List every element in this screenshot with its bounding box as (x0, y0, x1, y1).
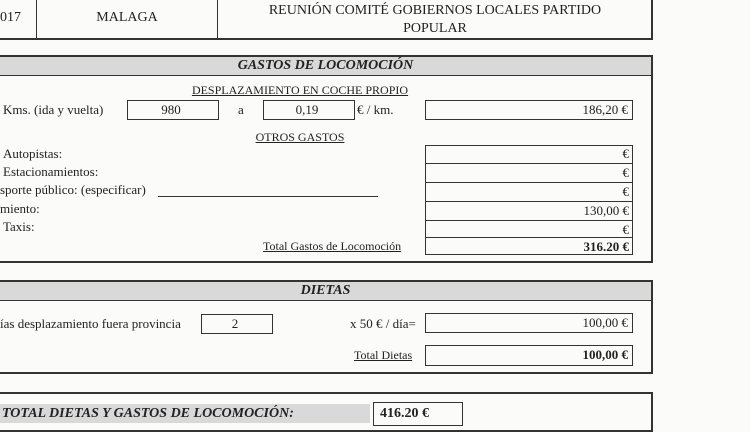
header-event: REUNIÓN COMITÉ GOBIERNOS LOCALES PARTIDO POPULAR (268, 3, 602, 36)
coche-title: DESPLAZAMIENTO EN COCHE PROPIO (191, 83, 409, 97)
dietas-rate-label: x 50 € / día= (350, 316, 416, 331)
dias-label: ías desplazamiento fuera provincia (0, 316, 181, 331)
rate-unit: € / km. (357, 102, 394, 117)
kms-value: 980 (127, 100, 219, 120)
otros-amount-taxis: € (425, 221, 633, 238)
otros-label-estacionamientos: Estacionamientos: (3, 164, 99, 179)
otros-amount-transporte: € (425, 183, 633, 202)
otros-title: OTROS GASTOS (255, 130, 345, 144)
a-label: a (238, 102, 244, 117)
grand-total-label: TOTAL DIETAS Y GASTOS DE LOCOMOCIÓN: (0, 404, 370, 423)
dietas-total-label: Total Dietas (354, 348, 413, 362)
dietas-total-value: 100,00 € (425, 345, 633, 366)
header-city: MALAGA (96, 10, 158, 25)
header-date: 017 (0, 10, 21, 25)
header-divider-2 (217, 0, 218, 40)
transporte-specify-line (158, 196, 378, 197)
otros-amount-autopistas: € (425, 145, 633, 164)
otros-amount-estacionamientos: € (425, 164, 633, 183)
locomocion-title: GASTOS DE LOCOMOCIÓN (0, 57, 651, 76)
otros-label-alojamiento: miento: (0, 201, 40, 216)
rate-value: 0,19 (263, 100, 355, 120)
grand-total-value: 416.20 € (373, 402, 463, 426)
otros-amount-alojamiento: 130,00 € (425, 202, 633, 221)
otros-label-taxis: Taxis: (3, 219, 35, 234)
locomocion-total-label: Total Gastos de Locomoción (263, 239, 402, 253)
otros-label-transporte: sporte público: (especificar) (0, 182, 146, 197)
kms-label: Kms. (ida y vuelta) (3, 102, 104, 117)
coche-total: 186,20 € (425, 100, 633, 120)
dietas-subtotal: 100,00 € (425, 313, 633, 333)
dietas-title: DIETAS (0, 282, 651, 301)
otros-label-autopistas: Autopistas: (3, 146, 63, 161)
dias-value: 2 (201, 314, 273, 334)
locomocion-total-value: 316.20 € (583, 239, 629, 254)
